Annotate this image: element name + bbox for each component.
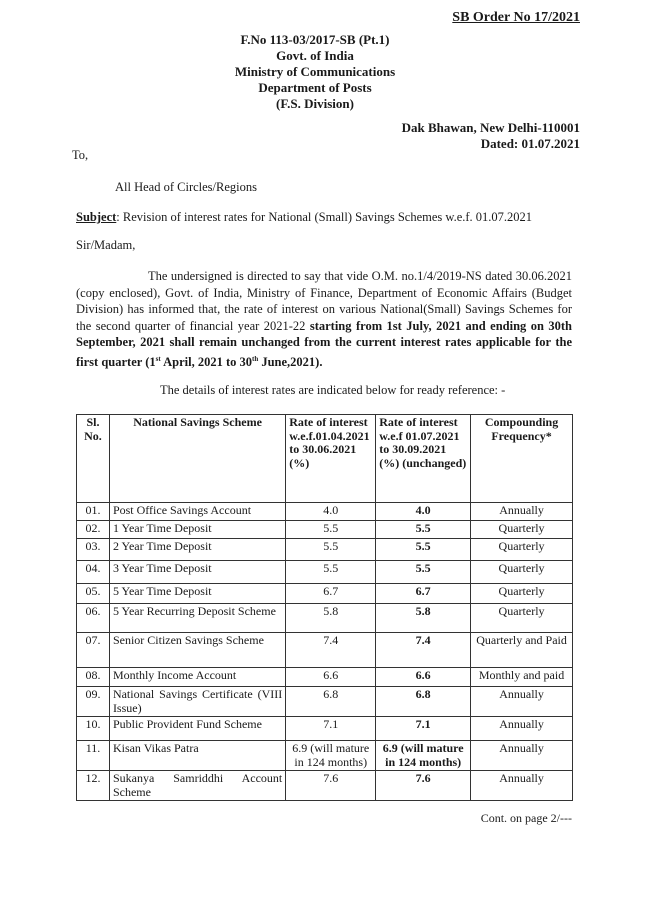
new-rate-cell: 6.8: [376, 687, 471, 717]
address-block: [402, 120, 580, 152]
old-rate-cell: 6.9 (will mature in 124 months): [286, 741, 376, 771]
scheme-cell: Kisan Vikas Patra: [109, 741, 285, 771]
frequency-cell: Quarterly: [471, 539, 573, 561]
continued-note: Cont. on page 2/---: [480, 811, 572, 825]
header-frequency: Compounding Frequency*: [471, 415, 573, 503]
frequency-cell: Annually: [471, 503, 573, 521]
sl-no-cell: 10.: [77, 717, 110, 741]
body-paragraph: [76, 268, 572, 370]
header-new-rate: Rate of interest w.e.f 01.07.2021 to 30.09.2021 (%) (unchanged): [376, 415, 471, 503]
old-rate-cell: 5.5: [286, 521, 376, 539]
ministry-line: Ministry of Communications: [234, 64, 396, 79]
table-row: [77, 717, 573, 741]
new-rate-cell: 5.5: [376, 561, 471, 584]
old-rate-cell: 7.1: [286, 717, 376, 741]
old-rate-cell: 5.5: [286, 561, 376, 584]
header-old-rate: Rate of interest w.e.f.01.04.2021 to 30.06.2021 (%): [286, 415, 376, 503]
table-row: [77, 604, 573, 633]
para-text: The undersigned is directed to say that vide O.M. no.1/4/2019-NS dated 30.06.2021 (copy enclosed), Govt. of India, Ministry of Finance, Department of Economic Affairs (Budget Division) has informed that, the rate of interest on various National(Small) Savings Schemes for the second quarter of financial year 2021-22: [76, 269, 572, 333]
frequency-cell: Annually: [471, 717, 573, 741]
sl-no-cell: 08.: [77, 668, 110, 687]
scheme-cell: 5 Year Recurring Deposit Scheme: [109, 604, 285, 633]
scheme-cell: 5 Year Time Deposit: [109, 584, 285, 604]
salutation: Sir/Madam,: [76, 238, 136, 252]
new-rate-cell: 5.5: [376, 539, 471, 561]
old-rate-cell: 7.4: [286, 633, 376, 668]
para-bold: starting from 1st July, 2021 and ending on 30th September, 2021 shall remain unchanged from the current interest rates applicable for the first quarter (1: [76, 318, 572, 369]
department-line: Department of Posts: [258, 80, 372, 95]
old-rate-cell: 6.7: [286, 584, 376, 604]
new-rate-cell: 7.4: [376, 633, 471, 668]
details-line: The details of interest rates are indicated below for ready reference: -: [160, 383, 506, 397]
header-sl-no: Sl. No.: [77, 415, 110, 503]
frequency-cell: Monthly and paid: [471, 668, 573, 687]
sl-no-cell: 02.: [77, 521, 110, 539]
frequency-cell: Quarterly: [471, 521, 573, 539]
sl-no-cell: 05.: [77, 584, 110, 604]
table-row: [77, 539, 573, 561]
para-bold: June,2021).: [258, 354, 323, 369]
to-label: To,: [72, 148, 89, 162]
subject-line: [76, 210, 532, 225]
new-rate-cell: 5.8: [376, 604, 471, 633]
para-sup: th: [252, 354, 259, 363]
letter-header: [180, 32, 450, 112]
table-row: [77, 561, 573, 584]
new-rate-cell: 4.0: [376, 503, 471, 521]
new-rate-cell: 5.5: [376, 521, 471, 539]
scheme-cell: Sukanya Samriddhi Account Scheme: [109, 771, 285, 801]
scheme-cell: Post Office Savings Account: [109, 503, 285, 521]
scheme-cell: Senior Citizen Savings Scheme: [109, 633, 285, 668]
new-rate-cell: 7.6: [376, 771, 471, 801]
table-row: [77, 503, 573, 521]
old-rate-cell: 7.6: [286, 771, 376, 801]
frequency-cell: Annually: [471, 741, 573, 771]
scheme-cell: Monthly Income Account: [109, 668, 285, 687]
govt-line: Govt. of India: [276, 48, 354, 63]
frequency-cell: Annually: [471, 687, 573, 717]
division-line: (F.S. Division): [276, 96, 354, 111]
new-rate-cell: 6.7: [376, 584, 471, 604]
scheme-cell: 2 Year Time Deposit: [109, 539, 285, 561]
address: Dak Bhawan, New Delhi-110001: [401, 120, 580, 135]
frequency-cell: Quarterly: [471, 584, 573, 604]
file-number: F.No 113-03/2017-SB (Pt.1): [240, 32, 390, 47]
para-bold: April, 2021 to 30: [160, 354, 252, 369]
header-scheme: National Savings Scheme: [109, 415, 285, 503]
table-row: [77, 633, 573, 668]
subject-text: : Revision of interest rates for National (Small) Savings Schemes w.e.f. 01.07.2021: [116, 210, 533, 224]
scheme-cell: Public Provident Fund Scheme: [109, 717, 285, 741]
table-row: [77, 521, 573, 539]
order-number: SB Order No 17/2021: [452, 10, 580, 25]
table-header-row: [77, 415, 573, 503]
sl-no-cell: 01.: [77, 503, 110, 521]
table-row: [77, 668, 573, 687]
new-rate-cell: 6.9 (will mature in 124 months): [376, 741, 471, 771]
sl-no-cell: 04.: [77, 561, 110, 584]
recipient: All Head of Circles/Regions: [115, 180, 257, 194]
new-rate-cell: 7.1: [376, 717, 471, 741]
frequency-cell: Quarterly: [471, 604, 573, 633]
table-row: [77, 687, 573, 717]
scheme-cell: 3 Year Time Deposit: [109, 561, 285, 584]
new-rate-cell: 6.6: [376, 668, 471, 687]
old-rate-cell: 6.6: [286, 668, 376, 687]
old-rate-cell: 6.8: [286, 687, 376, 717]
sl-no-cell: 11.: [77, 741, 110, 771]
sl-no-cell: 03.: [77, 539, 110, 561]
sl-no-cell: 06.: [77, 604, 110, 633]
scheme-cell: National Savings Certificate (VIII Issue): [109, 687, 285, 717]
sl-no-cell: 07.: [77, 633, 110, 668]
old-rate-cell: 5.8: [286, 604, 376, 633]
sl-no-cell: 09.: [77, 687, 110, 717]
interest-rate-table: [76, 414, 573, 801]
sl-no-cell: 12.: [77, 771, 110, 801]
table-row: [77, 771, 573, 801]
old-rate-cell: 4.0: [286, 503, 376, 521]
frequency-cell: Quarterly and Paid: [471, 633, 573, 668]
old-rate-cell: 5.5: [286, 539, 376, 561]
table-row: [77, 584, 573, 604]
table-row: [77, 741, 573, 771]
para-sup: st: [155, 354, 161, 363]
scheme-cell: 1 Year Time Deposit: [109, 521, 285, 539]
frequency-cell: Annually: [471, 771, 573, 801]
date: Dated: 01.07.2021: [480, 136, 580, 151]
subject-label: Subject: [76, 210, 117, 224]
frequency-cell: Quarterly: [471, 561, 573, 584]
